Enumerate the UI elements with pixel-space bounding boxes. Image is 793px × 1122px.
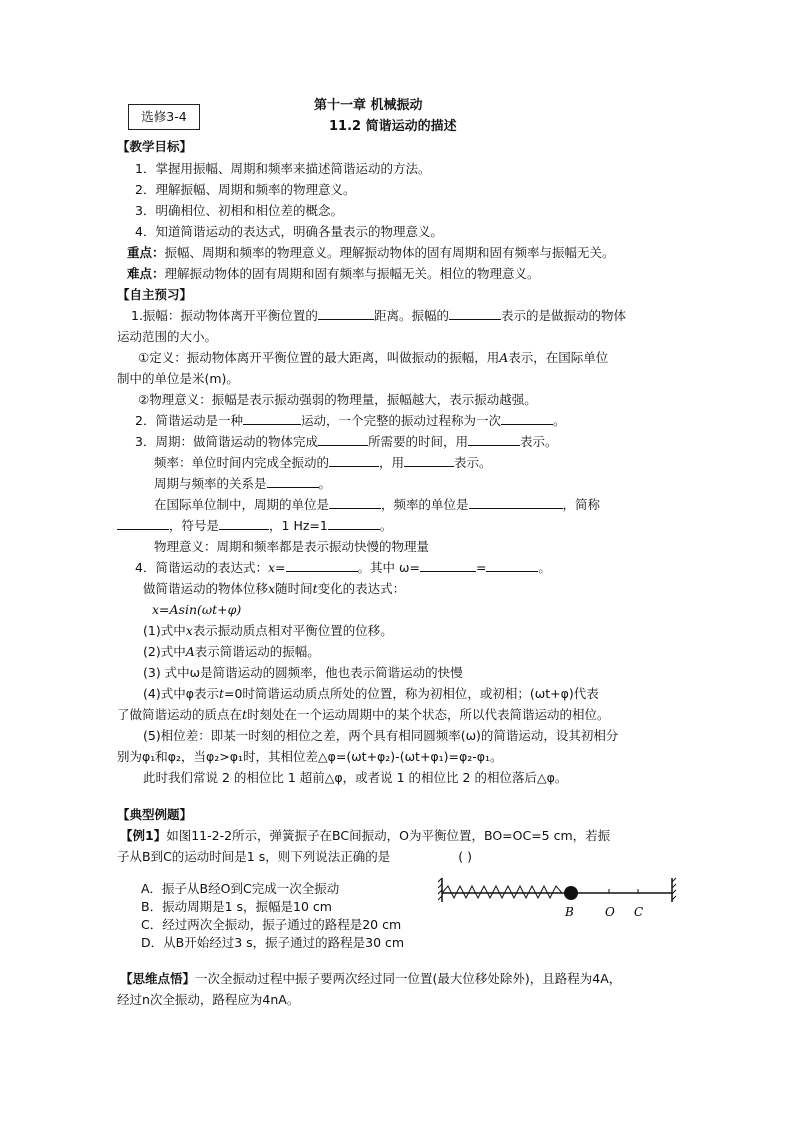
goal-item: 3．明确相位、初相和相位差的概念。 [135, 203, 343, 218]
preview-line: ①定义：振动物体离开平衡位置的最大距离，叫做振动的振幅，用A表示，在国际单位 [138, 350, 609, 365]
blank [329, 496, 381, 509]
label-o: O [605, 905, 615, 919]
key-point [127, 244, 615, 262]
course-label: 选修3-4 [141, 109, 187, 124]
difficulty-text: 理解振动物体的固有周期和固有频率与振幅无关。相位的物理意义。 [164, 266, 540, 281]
option-d: D．从B开始经过3 s，振子通过的路程是30 cm [141, 935, 405, 950]
option-a: A．振子从B经O到C完成一次全振动 [141, 881, 340, 896]
insight-label: 【思维点悟】 [120, 971, 196, 986]
key-text: 振幅、周期和频率的物理意义。理解振动物体的固有周期和固有频率与振幅无关。 [164, 245, 615, 260]
blank [329, 454, 379, 467]
blank [318, 433, 368, 446]
preview-line: 了做简谐运动的质点在t时刻处在一个运动周期中的某个状态，所以代表简谐运动的相位。 [117, 707, 610, 722]
goals-heading: 【教学目标】 [117, 139, 193, 154]
preview-line: 制中的单位是米(m)。 [117, 371, 239, 386]
preview-line: 1.振幅：振动物体离开平衡位置的 距离。振幅的 表示的是做振动的物体 [131, 308, 626, 323]
preview-line: 物理意义：周期和频率都是表示振动快慢的物理量 [154, 539, 430, 554]
blank [117, 517, 169, 530]
preview-line: 频率：单位时间内完成全振动的 ，用 表示。 [154, 455, 492, 470]
preview-line: (2)式中A表示简谐运动的振幅。 [143, 644, 320, 659]
chapter-title: 第十一章 机械振动 [314, 98, 423, 113]
example-label: 【例1】 [120, 828, 167, 843]
option-c: C．经过两次全振动，振子通过的路程是20 cm [141, 917, 402, 932]
blank [286, 559, 358, 572]
insight-line: 【思维点悟】一次全振动过程中振子要两次经过同一位置(最大位移处除外)，且路程为4A， [120, 971, 622, 986]
example-line: 【例1】如图11-2-2所示，弹簧振子在BC间振动，O为平衡位置，BO=OC=5 cm，若振 [120, 828, 611, 843]
preview-heading: 【自主预习】 [117, 287, 193, 302]
preview-line: 运动范围的大小。 [117, 329, 218, 344]
section-title: 11.2 简谐运动的描述 [329, 119, 457, 134]
preview-line: ②物理意义：振幅是表示振动强弱的物理量，振幅越大，表示振动越强。 [138, 392, 537, 407]
preview-line: 周期与频率的关系是 。 [154, 476, 332, 491]
preview-line: 别为φ₁和φ₂，当φ₂>φ₁时，其相位差△φ=(ωt+φ₂)-(ωt+φ₁)=φ₂-φ₁。 [117, 749, 503, 764]
blank [486, 559, 538, 572]
blank [449, 307, 501, 320]
preview-line: (1)式中x表示振动质点相对平衡位置的位移。 [143, 623, 393, 638]
course-box [128, 104, 200, 130]
goal-item: 4．知道简谐运动的表达式，明确各量表示的物理意义。 [135, 224, 443, 239]
preview-line: ，符号是 ，1 Hz=1 。 [117, 517, 392, 535]
difficulty-label: 难点： [127, 266, 165, 281]
insight-line: 经过n次全振动，路程应为4nA。 [117, 992, 300, 1007]
blank [468, 433, 520, 446]
preview-line: 在国际单位制中，周期的单位是 ，频率的单位是 ，简称 [154, 497, 601, 512]
ball [564, 886, 578, 900]
blank [501, 412, 553, 425]
preview-line: 做简谐运动的物体位移x随时间t变化的表达式： [143, 581, 406, 596]
difficulty-point [127, 265, 540, 283]
label-b: B [565, 905, 574, 919]
label-c: C [634, 905, 644, 919]
goal-item: 2．理解振幅、周期和频率的物理意义。 [135, 182, 356, 197]
examples-heading: 【典型例题】 [117, 807, 193, 822]
blank [318, 307, 374, 320]
blank [219, 517, 269, 530]
preview-line: 3．周期：做简谐运动的物体完成 所需要的时间，用 表示。 [135, 434, 558, 449]
preview-line: (4)式中φ表示t=0时简谐运动质点所处的位置，称为初相位，或初相；(ωt+φ)代表 [143, 686, 599, 701]
blank [328, 517, 380, 530]
goal-item: 1．掌握用振幅、周期和频率来描述简谐运动的方法。 [135, 161, 431, 176]
blank [420, 559, 476, 572]
preview-line: 2．简谐运动是一种 运动，一个完整的振动过程称为一次 。 [135, 413, 566, 428]
preview-line: 4．简谐运动的表达式：x= 。其中 ω= = 。 [135, 560, 551, 575]
spring-oscillator-figure [438, 874, 684, 922]
preview-line: 此时我们常说 2 的相位比 1 超前△φ，或者说 1 的相位比 2 的相位落后△φ。 [143, 770, 568, 785]
blank [469, 496, 563, 509]
formula: x=Asin(ωt+φ) [152, 602, 242, 617]
blank [267, 475, 319, 488]
preview-line: (3) 式中ω是简谐运动的圆频率，他也表示简谐运动的快慢 [143, 665, 463, 680]
blank [243, 412, 301, 425]
example-line: 子从B到C的运动时间是1 s，则下列说法正确的是 ( ) [117, 849, 472, 864]
blank [404, 454, 454, 467]
key-label: 重点： [127, 245, 165, 260]
spring [442, 886, 566, 898]
preview-line: (5)相位差：即某一时刻的相位之差，两个具有相同圆频率(ω)的简谐运动，设其初相分 [143, 728, 619, 743]
option-b: B．振动周期是1 s，振幅是10 cm [141, 899, 332, 914]
